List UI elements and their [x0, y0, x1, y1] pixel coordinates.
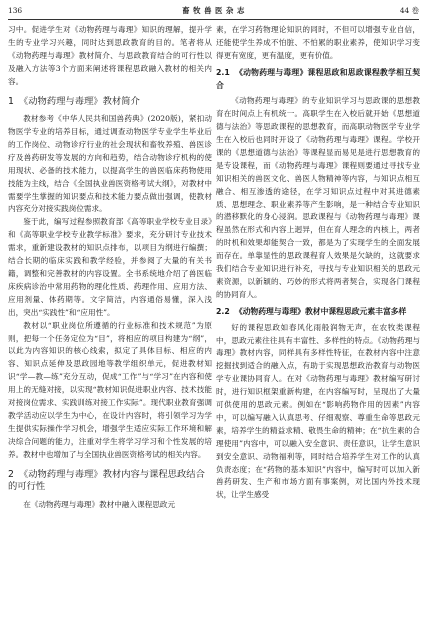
header-rule	[8, 19, 419, 20]
section-2-2-heading	[216, 306, 420, 319]
section-1-paragraph-3: 教材以“职业岗位所遵循的行业标准和技术规范”为原则，把每一个任务定位为“目”，将相应的项目构建为“纲”，以此为内容知识的核心线索，拟定了具体目标、相应的内容、知识点延伸及思政园地等教学组织单元，促进教材知识“学—教—练”充分互动，促成“工作”与“学习”在内容和使用上的无缝对接，以实现“教材知识促进职业内容、技术技能对接岗位需求、实践训练对接工作实际”。现代职业教育强调教学活动应以学生为中心，在设计内容时，将引领学习为学生提供实际操作学习机会，增强学生适应实际工作环境和解决综合问题的能力，注重对学生将学习学习和个性发展的培养。教材中也增加了与全国执业兽医资格考试的相关内容。	[8, 320, 212, 459]
right-column	[216, 24, 420, 502]
section-2-2-paragraph: 好的课程思政如春风化雨般润物无声，在农牧类课程中，思政元素往往具有丰富性、多样性的特点。《动物药理与毒理》教材内容，同样具有多样性特征，在教材内容中注意挖掘找到适合的融入点，有助于实现思想政治教育与动物医学专业课协同育人。在对《动物药理与毒理》教材编写研讨时，进行知识框架重新构建，在内容编写时，呈现出了大量可供使用的思政元素。例如在“影响药物作用的因素”内容中，可以编写融入认真思考、仔细观察、尊重生命等思政元素，培养学生的精益求精、敬畏生命的精神；在“抗生素的合理使用”内容中，可以融入安全意识、责任意识，让学生意识到安全意识、动物福利等，同时结合培养学生对工作的认真负责态度；在“药物的基本知识”内容中，编写时可以加入新兽药研发、生产和市场方面有事案例，对比国内外技术现状，让学生感受	[216, 322, 420, 500]
section-2-1-number: 2.1	[216, 67, 230, 77]
section-1-heading	[8, 96, 212, 109]
journal-title: 畜 牧 兽 医 杂 志	[182, 6, 245, 15]
section-1-number: 1	[8, 95, 14, 107]
section-2-2-title: 《动物药理与毒理》教材中课程思政元素丰富多样	[234, 306, 407, 316]
continued-paragraph: 素，在学习药物理论知识的同时，不但可以增强专业自信，还能使学生养成不怕脏、不怕累的职业素养，使知识学习变得更有宽度，更有温度，更有价值。	[216, 25, 420, 60]
section-1-paragraph-1: 教材参考《中华人民共和国兽药典》(2020版)，紧扣动物医学专业的培养目标，通过调查动物医学专业学生毕业后的工作岗位、动物诊疗行业的社会现状和畜牧养殖、兽医诊疗及兽药研发等发展的方向和趋势，结合动物诊疗机构的使用现状、必备的技术能力，以提高学生的兽医临床药物使用技能为主线，结合《全国执业兽医资格考试大纲》，对教材中需要学生掌握的知识要点和技术能力要点做出强调，使教材内容充分对接实践岗位需求。	[8, 114, 212, 214]
section-2-number: 2	[8, 468, 14, 480]
section-1-paragraph-2: 鉴于此，编写过程参照教育部《高等职业学校专业目录》和《高等职业学校专业教学标准》要求，充分研讨专业技术需求，重新建设教材的知识点排布，以项目为纲进行编撰；结合长期的临床实践和教学经验，并参阅了大量的有关书籍，调整和完善教材的内容设置。全书系统地介绍了兽医临床疾病诊治中常用药物的理化性质、药理作用、应用方法、应用剂量、体药期等。文字简洁，内容通俗易懂，深入浅出，突出“实践性”和“应用性”。	[8, 217, 212, 317]
volume-label: 44 卷	[399, 6, 419, 15]
section-2-1-title: 《动物药理与毒理》课程思政和思政课程教学相互契合	[216, 67, 420, 90]
section-2-2-number: 2.2	[216, 306, 230, 316]
page-number: 136	[8, 6, 23, 15]
section-2-1-heading	[216, 67, 420, 93]
section-2-title: 《动物药理与毒理》教材内容与课程思政结合的可行性	[8, 468, 205, 493]
section-1-title: 《动物药理与毒理》教材简介	[18, 95, 140, 107]
intro-paragraph: 习中。促进学生对《动物药理与毒理》知识的理解，提升学生的专业学习兴趣，同时达到思政教育的目的。笔者将从《动物药理与毒理》教材简介、与思政教育结合的可行性以及融入方法等3个方面来阐述将课程思政融入教材的相关内容。	[8, 25, 212, 86]
section-2-paragraph-1: 在《动物药理与毒理》教材中融入课程思政元	[23, 499, 176, 509]
left-column	[8, 24, 212, 512]
section-2-heading	[8, 469, 212, 494]
section-2-1-paragraph: 《动物药理与毒理》的专业知识学习与思政课的思想教育在时间点上有机统一。高职学生在入校后就开始《思想道德与法治》等思政课程的思想教育，而高职动物医学专业学生在入校后也同时开设了《动物药理与毒理》课程。学校开课的《思想道德与法治》等课程显而易见是进行思想教育的是专设课程，而《动物药理与毒理》课程则要通过寻找专业知识相关的兽医文化、兽医人物精神等内容，与知识点相互融合、相互渗透的途径，在学习知识点过程中对其进德素质、思想理念、职业素养等产生影响，是一种结合专业知识的潜移默化的身心浸润。思政课程与《动物药理与毒理》课程虽然在形式和内容上迥异，但在育人理念的内核上，两者的时机和效果却能契合一致，都是为了实现学生的全面发展而存在。单靠显性的思政课程育人效果是欠缺的，这就要求我们结合专业知识进行补充，寻找与专业知识相关的思政元素资源，以新颖的、巧妙的形式将两者契合，实现各门课程的协同育人。	[216, 96, 420, 299]
page-header	[8, 4, 419, 18]
